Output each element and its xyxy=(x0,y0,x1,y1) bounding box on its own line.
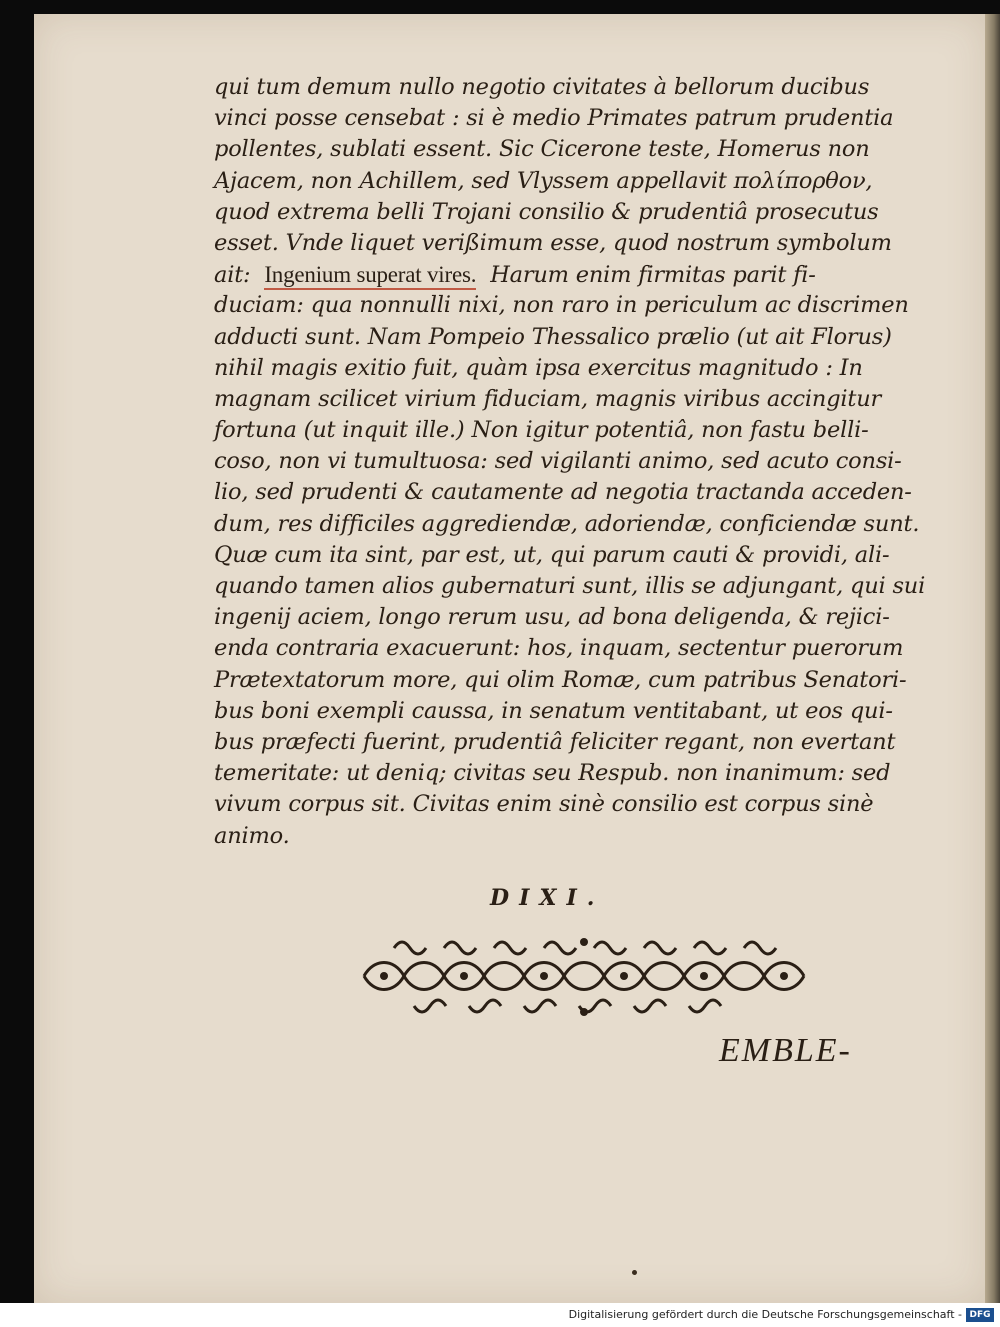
text-line: coso, non vi tumultuosa: sed vigilanti animo, sed acuto consi- xyxy=(214,448,902,475)
page-mark xyxy=(632,1270,637,1275)
text-line: animo. xyxy=(214,822,290,849)
text-line: esset. Vnde liquet verißimum esse, quod nostrum symbolum xyxy=(214,229,892,256)
text-line: dum, res difficiles aggrediendæ, adoriendæ, conficiendæ sunt. xyxy=(214,510,920,537)
dfg-logo: DFG xyxy=(966,1308,994,1322)
motto-text: Ingenium superat vires. xyxy=(264,262,476,290)
body-text xyxy=(214,72,926,852)
text-line: ingenij aciem, longo rerum usu, ad bona deligenda, & rejici- xyxy=(214,604,890,631)
text-line: quando tamen alios gubernaturi sunt, illis se adjungant, qui sui xyxy=(214,573,926,599)
text-line: bus præfecti fuerint, prudentiâ feliciter regant, non evertant xyxy=(214,728,896,755)
catchword: EMBLE- xyxy=(719,1032,852,1069)
text-line: qui tum demum nullo negotio civitates à bellorum ducibus xyxy=(214,74,870,100)
text-line: bus boni exempli caussa, in senatum ventitabant, ut eos qui- xyxy=(214,697,893,724)
text-line: lio, sed prudenti & cautamente ad negotia tractanda acceden- xyxy=(214,479,912,506)
footer-bar xyxy=(0,1303,1000,1327)
line-start: ait: xyxy=(214,262,251,289)
line-end: Harum enim firmitas parit fi- xyxy=(490,262,816,289)
ornament-bottom-row xyxy=(414,1000,721,1012)
text-line: fortuna (ut inquit ille.) Non igitur potentiâ, non fastu belli- xyxy=(214,417,869,444)
text-line: adducti sunt. Nam Pompeio Thessalico prælio (ut ait Florus) xyxy=(214,323,892,350)
text-line: Quæ cum ita sint, par est, ut, qui parum cauti & providi, ali- xyxy=(214,541,890,568)
text-line: duciam: qua nonnulli nixi, non raro in periculum ac discrimen xyxy=(214,292,909,319)
closing-word: DIXI. xyxy=(490,885,605,911)
text-line: pollentes, sublati essent. Sic Cicerone teste, Homerus non xyxy=(214,136,870,163)
text-line: magnam scilicet virium fiduciam, magnis viribus accingitur xyxy=(214,385,882,412)
funding-credit: Digitalisierung gefördert durch die Deutsche Forschungsgemeinschaft - xyxy=(568,1308,962,1321)
text-line: vivum corpus sit. Civitas enim sinè consilio est corpus sinè xyxy=(214,791,874,818)
text-line: temeritate: ut deniq; civitas seu Respub. non inanimum: sed xyxy=(214,760,891,787)
page-edge xyxy=(985,14,1000,1303)
text-line: vinci posse censebat : si è medio Primates patrum prudentia xyxy=(214,105,894,132)
text-line: enda contraria exacuerunt: hos, inquam, sectentur puerorum xyxy=(214,635,904,662)
text-line: quod extrema belli Trojani consilio & prudentiâ prosecutus xyxy=(214,198,879,225)
text-line: nihil magis exitio fuit, quàm ipsa exercitus magnitudo : In xyxy=(214,354,863,381)
ornament-middle-row xyxy=(364,963,804,990)
text-line: Prætextatorum more, qui olim Romæ, cum patribus Senatori- xyxy=(214,666,907,693)
printer-ornament xyxy=(354,928,814,1024)
text-line-motto xyxy=(214,259,914,290)
text-line: Ajacem, non Achillem, sed Vlyssem appellavit πολίπορθον, xyxy=(214,167,873,194)
